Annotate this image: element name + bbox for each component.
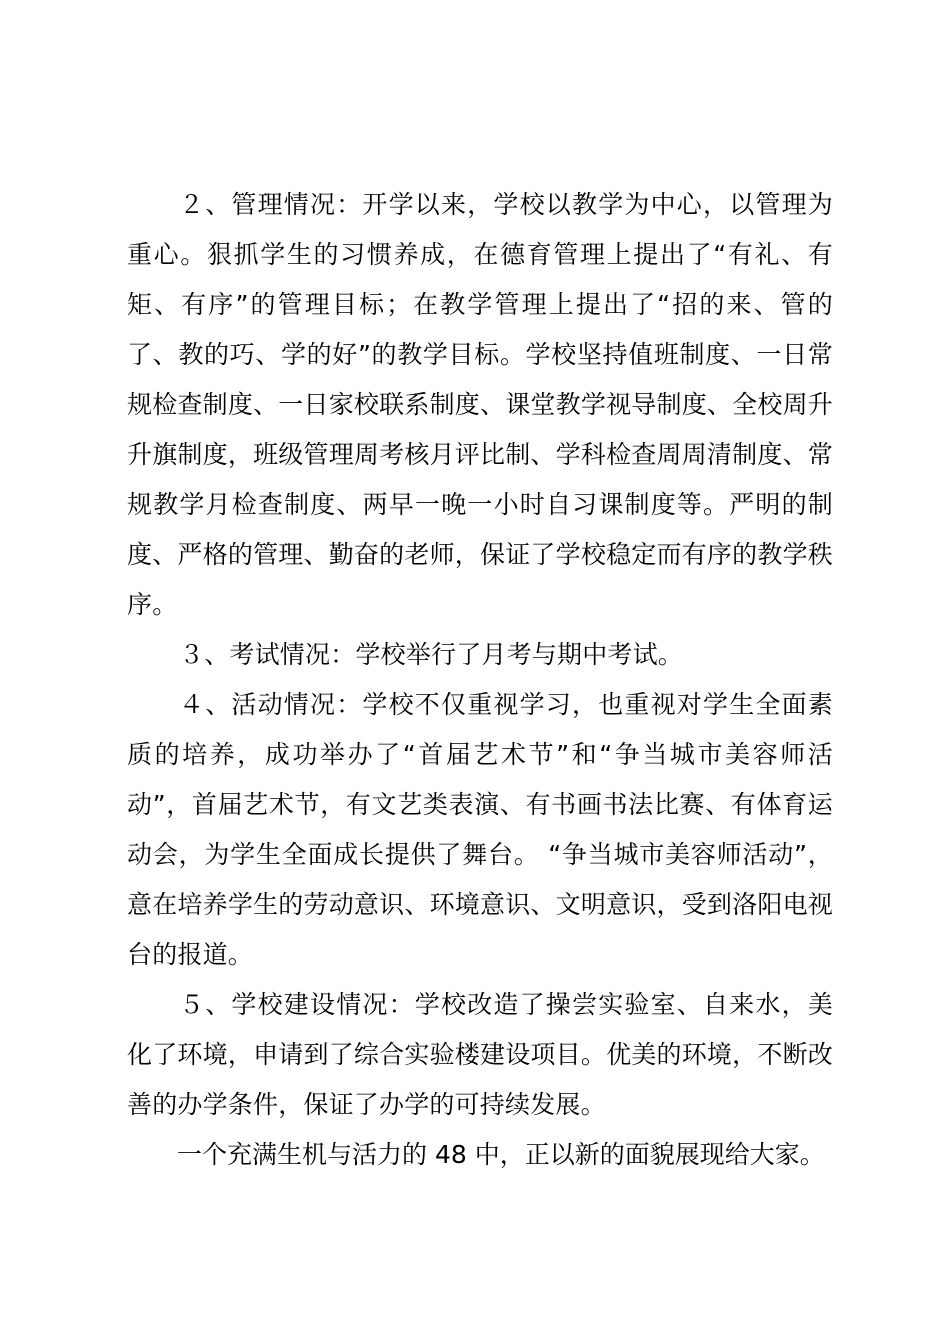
- paragraph-activities: ４、活动情况：学校不仅重视学习，也重视对学生全面素质的培养，成功举办了“首届艺术节”和“争当城市美容师活动”，首届艺术节，有文艺类表演、有书画书法比赛、有体育运动会，为学生全面成长提供了舞台。 “争当城市美容师活动”，意在培养学生的劳动意识、环境意识、文明意识，受到洛阳电视台的报道。: [127, 690, 833, 969]
- document-body: [127, 180, 833, 1180]
- paragraph-exams: ３、考试情况：学校举行了月考与期中考试。: [179, 640, 684, 669]
- paragraph-management: ２、管理情况：开学以来，学校以教学为中心，以管理为重心。狠抓学生的习惯养成，在德育管理上提出了“有礼、有矩、有序”的管理目标；在教学管理上提出了“招的来、管的了、教的巧、学的好”的教学目标。学校坚持值班制度、一日常规检查制度、一日家校联系制度、课堂教学视导制度、全校周升升旗制度，班级管理周考核月评比制、学科检查周周清制度、常规教学月检查制度、两早一晚一小时自习课制度等。严明的制度、严格的管理、勤奋的老师，保证了学校稳定而有序的教学秩序。: [127, 190, 833, 619]
- paragraph-closing: 一个充满生机与活力的 48 中，正以新的面貌展现给大家。: [177, 1140, 825, 1169]
- paragraph-construction: ５、学校建设情况：学校改造了操尝实验室、自来水，美化了环境，申请到了综合实验楼建设项目。优美的环境，不断改善的办学条件，保证了办学的可持续发展。: [127, 990, 833, 1119]
